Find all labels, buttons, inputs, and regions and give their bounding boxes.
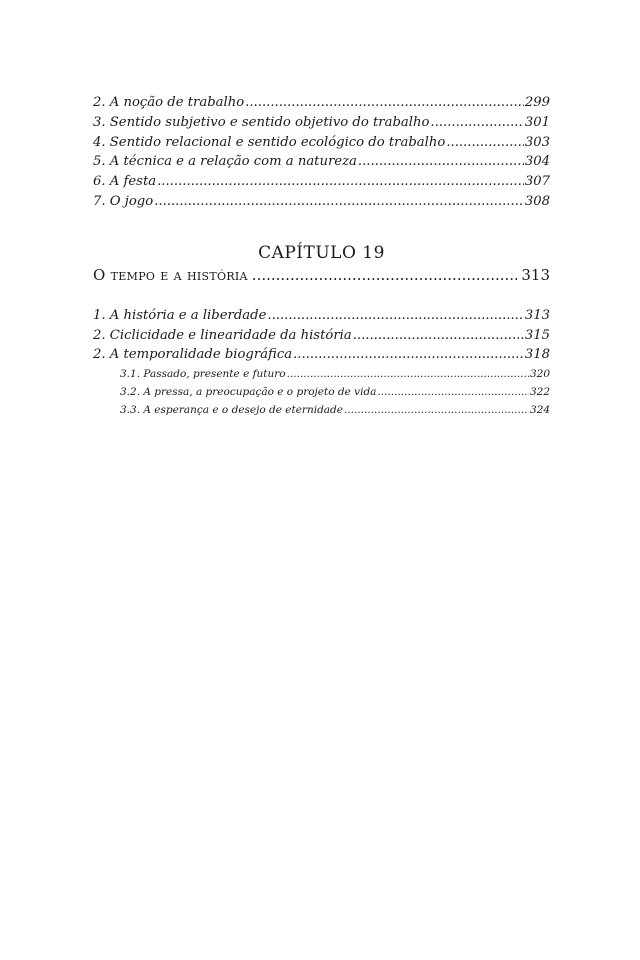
toc-subentry-page: 320 xyxy=(529,368,550,381)
toc-entry-label: 6. A festa xyxy=(93,174,157,190)
toc-entry xyxy=(93,113,550,133)
toc-entry xyxy=(93,172,550,192)
dot-leader xyxy=(446,133,524,153)
toc-entry xyxy=(93,93,550,113)
chapter-page: 313 xyxy=(521,265,550,284)
toc-entry xyxy=(93,192,550,212)
table-of-contents-page xyxy=(93,93,550,419)
toc-subentry xyxy=(93,383,550,401)
dot-leader xyxy=(377,383,529,401)
toc-entry-page: 308 xyxy=(524,193,550,209)
toc-subentry-label: 3.1. Passado, presente e futuro xyxy=(120,368,286,381)
toc-list-before xyxy=(93,93,550,212)
toc-entry-label: 7. O jogo xyxy=(93,193,154,209)
toc-subentry-page: 324 xyxy=(529,404,550,417)
toc-entry-label: 3. Sentido subjetivo e sentido objetivo do trabalho xyxy=(93,114,430,130)
toc-entry-page: 315 xyxy=(524,327,550,343)
dot-leader xyxy=(293,345,524,365)
toc-subentry-page: 322 xyxy=(529,386,550,399)
toc-entry-label: 2. Ciclicidade e linearidade da história xyxy=(93,327,352,343)
toc-entry-page: 303 xyxy=(524,134,550,150)
toc-list-after xyxy=(93,306,550,419)
toc-entry-label: 2. A temporalidade biográfica xyxy=(93,347,293,363)
toc-entry-page: 313 xyxy=(524,307,550,323)
chapter-heading: CAPÍTULO 19 xyxy=(258,242,385,263)
dot-leader xyxy=(154,192,524,212)
toc-entry-label: 1. A história e a liberdade xyxy=(93,307,267,323)
dot-leader xyxy=(287,365,529,383)
toc-entry xyxy=(93,326,550,346)
dot-leader xyxy=(344,401,529,419)
dot-leader xyxy=(430,113,523,133)
chapter-title-row xyxy=(93,264,550,286)
toc-entry-page: 299 xyxy=(524,95,550,110)
toc-entry xyxy=(93,345,550,365)
dot-leader xyxy=(252,264,518,286)
toc-entry xyxy=(93,306,550,326)
dot-leader xyxy=(267,306,523,326)
toc-subentry-label: 3.3. A esperança e o desejo de eternidade xyxy=(120,404,343,417)
dot-leader xyxy=(245,93,524,113)
dot-leader xyxy=(358,152,524,172)
toc-subentry xyxy=(93,401,550,419)
toc-entry xyxy=(93,152,550,172)
toc-subentry-label: 3.2. A pressa, a preocupação e o projeto de vida xyxy=(120,386,377,399)
toc-entry-page: 301 xyxy=(524,114,550,130)
toc-subentry xyxy=(93,365,550,383)
toc-entry xyxy=(93,133,550,153)
toc-entry-page: 318 xyxy=(524,347,550,363)
toc-entry-label: 5. A técnica e a relação com a natureza xyxy=(93,154,357,170)
toc-entry-page: 304 xyxy=(524,154,550,170)
section-gap xyxy=(93,286,550,306)
toc-entry-label: 2. A noção de trabalho xyxy=(93,95,245,110)
dot-leader xyxy=(157,172,524,192)
chapter-title: O tempo e a história xyxy=(93,265,248,284)
toc-entry-page: 307 xyxy=(524,174,550,190)
dot-leader xyxy=(353,326,524,346)
toc-entry-label: 4. Sentido relacional e sentido ecológico do trabalho xyxy=(93,134,446,150)
